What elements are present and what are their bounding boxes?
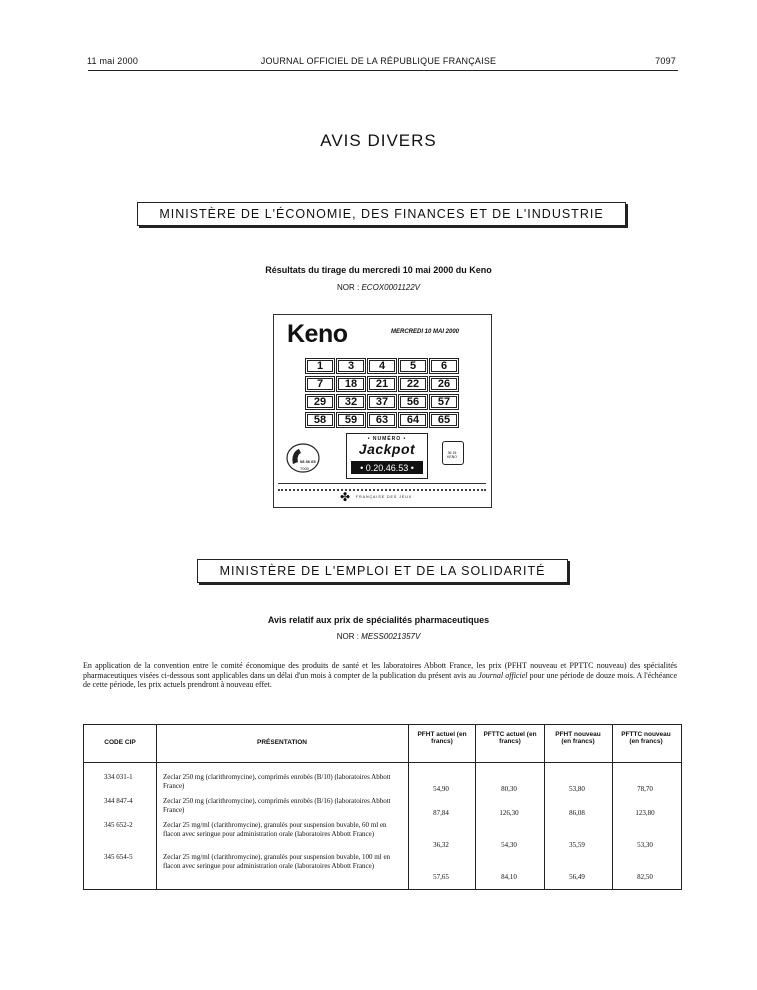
keno-number: 26 — [429, 376, 459, 392]
table-cell-pfttc-actuel: 84,10 — [501, 873, 517, 881]
pharma-nor-code: MESS0021357V — [361, 632, 421, 641]
table-cell-pfttc-actuel: 80,30 — [501, 785, 517, 793]
header-rule — [88, 70, 678, 71]
keno-nor-label: NOR : — [336, 283, 360, 292]
keno-number: 63 — [367, 412, 397, 428]
table-cell-pfht-nouveau: 53,80 — [569, 785, 585, 793]
jackpot-word: Jackpot — [358, 441, 416, 457]
table-cell-code: 344 847-4 — [104, 797, 133, 805]
intro-journal-name: Journal officiel — [478, 670, 528, 680]
keno-number: 1 — [305, 358, 335, 374]
table-cell-code: 345 654-5 — [104, 853, 133, 861]
table-cell-presentation: Zeclar 250 mg (clarithromycine), comprimés enrobés (B/10) (laboratoires Abbott France) — [163, 773, 391, 790]
header-page-number: 7097 — [655, 56, 676, 66]
table-cell-pfttc-nouveau: 78,70 — [637, 785, 653, 793]
table-column-rule — [475, 725, 476, 889]
table-cell-pfttc-actuel: 126,30 — [499, 809, 519, 817]
table-cell-pfttc-actuel: 54,30 — [501, 841, 517, 849]
table-column-rule — [156, 725, 157, 889]
header-pfttc-nouveau: PFTTC nouveau (en francs) — [621, 731, 671, 745]
keno-number: 7 — [305, 376, 335, 392]
header-code-cip: CODE CIP — [104, 739, 136, 746]
table-cell-presentation: Zeclar 25 mg/ml (clarithromycine), granulés pour suspension buvable, 100 ml en flacon avec seringue pour administration orale (laboratoires Abbott France) — [163, 853, 391, 870]
table-column-rule — [408, 725, 409, 889]
table-cell-code: 334 031-1 — [104, 773, 133, 781]
keno-number: 6 — [429, 358, 459, 374]
pharma-notice-title: Avis relatif aux prix de spécialités pharmaceutiques — [267, 615, 490, 625]
phone-number: 08 36 65 — [300, 459, 316, 464]
keno-number: 22 — [398, 376, 428, 392]
jackpot-label: • NUMÉRO • — [367, 436, 407, 442]
table-cell-pfht-actuel: 36,32 — [433, 841, 449, 849]
jackpot-value: • 0.20.46.53 • — [351, 461, 423, 474]
keno-number: 32 — [336, 394, 366, 410]
keno-number: 57 — [429, 394, 459, 410]
table-column-rule — [544, 725, 545, 889]
table-cell-pfht-nouveau: 56,49 — [569, 873, 585, 881]
keno-number: 56 — [398, 394, 428, 410]
ministry-employment-name: MINISTÈRE DE L'EMPLOI ET DE LA SOLIDARITÉ — [219, 564, 546, 578]
table-column-rule — [612, 725, 613, 889]
table-cell-pfht-nouveau: 86,08 — [569, 809, 585, 817]
keno-nor-code: ECOX0001122V — [361, 283, 421, 292]
keno-number: 3 — [336, 358, 366, 374]
table-cell-pfttc-nouveau: 82,50 — [637, 873, 653, 881]
keno-notice-title: Résultats du tirage du mercredi 10 mai 2000 du Keno — [265, 265, 492, 275]
keno-number: 65 — [429, 412, 459, 428]
keno-number: 59 — [336, 412, 366, 428]
keno-draw-date: MERCREDI 10 MAI 2000 — [391, 329, 460, 335]
header-journal-title: JOURNAL OFFICIEL DE LA RÉPUBLIQUE FRANÇAISE — [260, 56, 497, 66]
table-cell-pfht-actuel: 54,90 — [433, 785, 449, 793]
keno-logo: Keno — [287, 320, 348, 348]
pharma-nor-label: NOR : — [336, 632, 359, 641]
intro-paragraph — [83, 661, 677, 690]
keno-nor — [0, 283, 757, 292]
table-cell-presentation: Zeclar 250 mg (clarithromycine), comprimés enrobés (B/16) (laboratoires Abbott France) — [163, 797, 391, 814]
table-cell-presentation: Zeclar 25 mg/ml (clarithromycine), granulés pour suspension buvable, 60 ml en flacon avec seringue pour administration orale (laboratoires Abbott France) — [163, 821, 387, 838]
intro-text-part2: pour une période de douze mois. A l'échéance de cette période, les prix actuels prendront à nouveau effet. — [83, 670, 677, 689]
header-pfttc-actuel: PFTTC actuel (en francs) — [483, 731, 537, 745]
keno-footer-strip — [278, 483, 486, 491]
header-pfht-nouveau: PFHT nouveau (en francs) — [555, 731, 601, 745]
section-title: AVIS DIVERS — [320, 131, 437, 150]
keno-results-card — [273, 314, 492, 508]
jackpot-box — [346, 433, 428, 479]
keno-number: 64 — [398, 412, 428, 428]
ministry-economy-name: MINISTÈRE DE L'ÉCONOMIE, DES FINANCES ET DE L'INDUSTRIE — [159, 207, 604, 221]
keno-number: 37 — [367, 394, 397, 410]
intro-text-part1: En application de la convention entre le comité économique des produits de santé et les laboratoires Abbott France, les prix (PFHT nouveau et PPTTC nouveau) des spécialités pharmaceutiques visées ci-dessous sont applicables dans un délai d'un mois à compter de la publication du présent avis au — [83, 661, 677, 680]
table-header-rule — [84, 762, 681, 763]
header-pfht-actuel: PFHT actuel (en francs) — [417, 731, 467, 745]
keno-number: 4 — [367, 358, 397, 374]
table-cell-pfht-actuel: 57,65 — [433, 873, 449, 881]
table-cell-code: 345 652-2 — [104, 821, 133, 829]
pharma-nor — [0, 632, 757, 641]
price-table — [83, 724, 682, 890]
table-cell-pfttc-nouveau: 53,30 — [637, 841, 653, 849]
clover-icon: ✤ — [340, 490, 351, 504]
ministry-employment-box — [197, 559, 568, 583]
keno-number: 18 — [336, 376, 366, 392]
header-presentation: PRÉSENTATION — [257, 739, 307, 746]
header-date: 11 mai 2000 — [87, 56, 139, 66]
keno-number: 21 — [367, 376, 397, 392]
operator-name: FRANÇAISE DES JEUX — [356, 495, 413, 499]
keno-number: 29 — [305, 394, 335, 410]
table-cell-pfttc-nouveau: 123,80 — [635, 809, 655, 817]
phone-short-number: 7000 — [300, 466, 309, 471]
minitel-code: 36 15 KENO — [447, 451, 457, 459]
keno-number: 5 — [398, 358, 428, 374]
table-cell-pfht-actuel: 87,84 — [433, 809, 449, 817]
table-cell-pfht-nouveau: 35,59 — [569, 841, 585, 849]
ministry-economy-box — [137, 202, 626, 226]
keno-number: 58 — [305, 412, 335, 428]
